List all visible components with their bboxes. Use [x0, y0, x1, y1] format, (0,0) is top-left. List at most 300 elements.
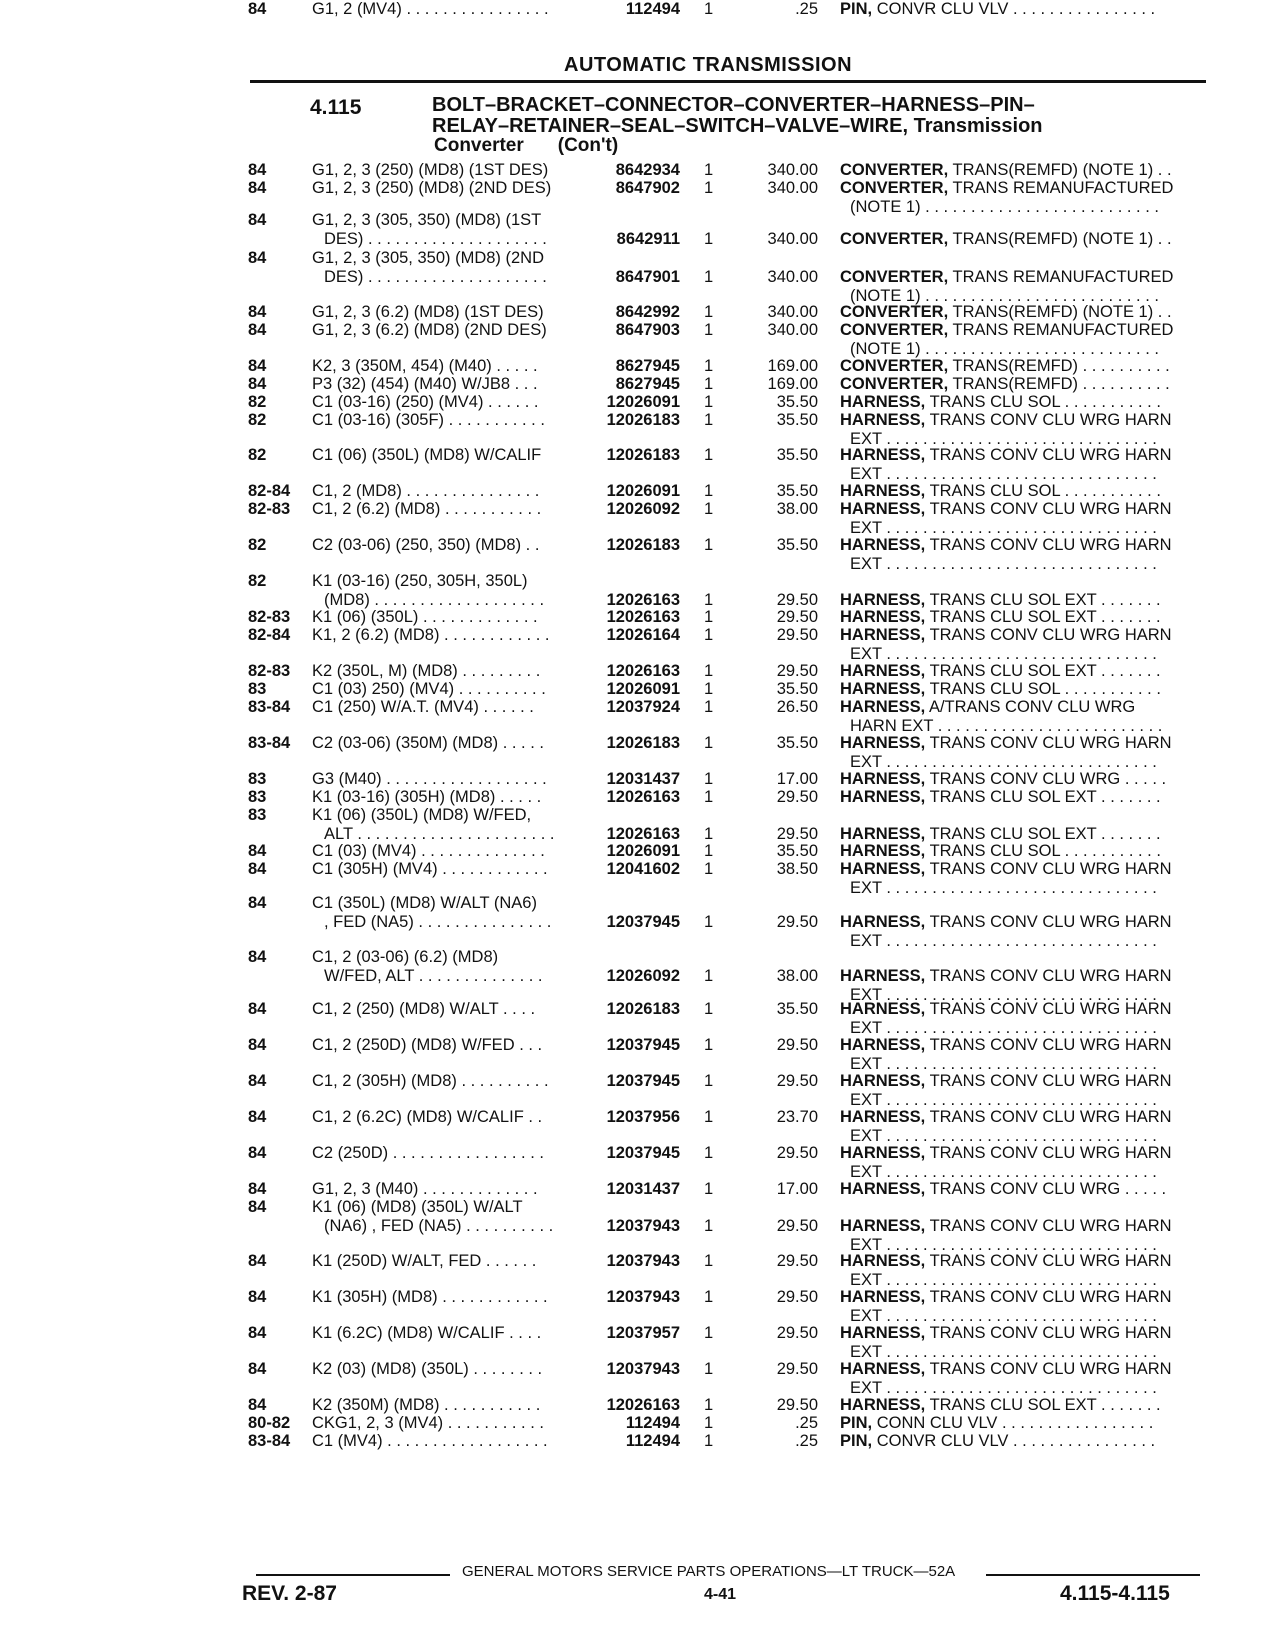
description-cont: EXT . . . . . . . . . . . . . . . . . . . . . . . . . . . . . .: [850, 519, 1157, 537]
price-cell: 340.00: [767, 161, 818, 179]
quantity-cell: 1: [704, 1360, 714, 1378]
description-cell: [840, 680, 1161, 699]
quantity-cell: 1: [704, 1108, 714, 1126]
section-title-line2-tail: Transmission: [913, 115, 1043, 137]
description-cell: [840, 357, 1170, 376]
description-cell: [840, 1324, 1172, 1343]
description-cell: [840, 1180, 1166, 1199]
description-text: TRANS CONV CLU WRG HARN: [929, 1000, 1172, 1018]
price-cell: 23.70: [776, 1108, 818, 1126]
description-text: TRANS CLU SOL EXT . . . . . . .: [929, 825, 1161, 843]
price-cell: .25: [795, 1432, 818, 1450]
price-cell: 35.50: [776, 446, 818, 464]
description-cell: [840, 913, 1172, 932]
description-cont: EXT . . . . . . . . . . . . . . . . . . . . . . . . . . . . . .: [850, 465, 1157, 483]
price-cell: 35.50: [776, 734, 818, 752]
application-cell: C2 (03-06) (350M) (MD8) . . . . .: [312, 734, 544, 752]
quantity-cell: 1: [704, 1072, 714, 1090]
description-cont: EXT . . . . . . . . . . . . . . . . . . . . . . . . . . . . . .: [850, 1307, 1157, 1325]
description-cont: EXT . . . . . . . . . . . . . . . . . . . . . . . . . . . . . .: [850, 879, 1157, 897]
part-number-cell: 12037957: [606, 1324, 680, 1342]
description-part-name: HARNESS,: [840, 680, 926, 698]
year-cell: 82-83: [248, 662, 291, 680]
description-text: TRANS CONV CLU WRG HARN: [929, 1360, 1172, 1378]
description-cell: [840, 1432, 1155, 1451]
description-cont: EXT . . . . . . . . . . . . . . . . . . . . . . . . . . . . . .: [850, 1091, 1157, 1109]
year-cell: 83: [248, 680, 267, 698]
quantity-cell: 1: [704, 591, 714, 609]
description-cont: EXT . . . . . . . . . . . . . . . . . . . . . . . . . . . . . .: [850, 932, 1157, 950]
price-cell: 35.50: [776, 680, 818, 698]
price-cell: 169.00: [767, 375, 818, 393]
description-part-name: HARNESS,: [840, 1288, 926, 1306]
price-cell: 29.50: [776, 626, 818, 644]
quantity-cell: 1: [704, 626, 714, 644]
application-cell: G1, 2, 3 (6.2) (MD8) (1ST DES): [312, 303, 544, 321]
description-part-name: HARNESS,: [840, 1252, 926, 1270]
price-cell: .25: [795, 0, 818, 18]
sub-heading: [434, 135, 618, 157]
quantity-cell: 1: [704, 161, 714, 179]
description-text: TRANS CONV CLU WRG HARN: [929, 1072, 1172, 1090]
description-part-name: PIN,: [840, 1414, 873, 1432]
year-cell: 84: [248, 357, 267, 375]
part-number-cell: 8627945: [615, 357, 680, 375]
part-number-cell: 8627945: [615, 375, 680, 393]
description-cell: [840, 0, 1155, 19]
part-number-cell: 12041602: [606, 860, 680, 878]
part-number-cell: 12026163: [606, 662, 680, 680]
description-text: TRANS CONV CLU WRG HARN: [929, 1252, 1172, 1270]
description-cell: [840, 411, 1172, 430]
description-text: TRANS CONV CLU WRG HARN: [929, 967, 1172, 985]
part-number-cell: 8642992: [615, 303, 680, 321]
description-text: TRANS CLU SOL . . . . . . . . . . .: [929, 482, 1161, 500]
description-cell: [840, 321, 1173, 340]
part-number-cell: 12026091: [606, 393, 680, 411]
description-cell: [840, 1000, 1172, 1019]
application-cell: C2 (250D) . . . . . . . . . . . . . . . . .: [312, 1144, 544, 1162]
application-cell: G1, 2, 3 (250) (MD8) (1ST DES): [312, 161, 549, 179]
price-cell: 17.00: [776, 1180, 818, 1198]
year-cell: 84: [248, 211, 267, 229]
year-cell: 84: [248, 161, 267, 179]
description-part-name: CONVERTER,: [840, 321, 949, 339]
description-text: TRANS(REMFD) (NOTE 1) . .: [952, 161, 1172, 179]
description-cont: (NOTE 1) . . . . . . . . . . . . . . . . . . . . . . . . . .: [850, 287, 1159, 305]
part-number-cell: 112494: [625, 1432, 680, 1450]
year-cell: 83: [248, 788, 267, 806]
description-text: TRANS CLU SOL EXT . . . . . . .: [929, 1396, 1161, 1414]
description-cell: [840, 1108, 1172, 1127]
description-text: TRANS CONV CLU WRG HARN: [929, 536, 1172, 554]
footer-rule-left: [256, 1574, 450, 1576]
description-text: TRANS CONV CLU WRG HARN: [929, 626, 1172, 644]
quantity-cell: 1: [704, 0, 714, 18]
part-number-cell: 12037943: [606, 1217, 680, 1235]
application-cell: C1, 2 (250D) (MD8) W/FED . . .: [312, 1036, 543, 1054]
description-cont: EXT . . . . . . . . . . . . . . . . . . . . . . . . . . . . . .: [850, 1271, 1157, 1289]
description-text: TRANS CLU SOL EXT . . . . . . .: [929, 591, 1161, 609]
part-number-cell: 12037943: [606, 1252, 680, 1270]
application-cell: C1, 2 (03-06) (6.2) (MD8): [312, 948, 499, 966]
quantity-cell: 1: [704, 303, 714, 321]
description-text: TRANS CONV CLU WRG HARN: [929, 1217, 1172, 1235]
part-number-cell: 8647903: [615, 321, 680, 339]
year-cell: 80-82: [248, 1414, 291, 1432]
price-cell: 29.50: [776, 1144, 818, 1162]
part-number-cell: 8642934: [615, 161, 680, 179]
quantity-cell: 1: [704, 375, 714, 393]
quantity-cell: 1: [704, 698, 714, 716]
description-part-name: HARNESS,: [840, 913, 926, 931]
year-cell: 82: [248, 446, 267, 464]
application-cell: P3 (32) (454) (M40) W/JB8 . . .: [312, 375, 538, 393]
section-title-line1: BOLT–BRACKET–CONNECTOR–CONVERTER–HARNESS–PIN–: [432, 94, 1035, 116]
application-cell: C1, 2 (6.2C) (MD8) W/CALIF . .: [312, 1108, 543, 1126]
year-cell: 82: [248, 536, 267, 554]
description-text: TRANS(REMFD) (NOTE 1) . .: [952, 303, 1172, 321]
description-cell: [840, 770, 1166, 789]
description-text: TRANS CONV CLU WRG HARN: [929, 1288, 1172, 1306]
year-cell: 84: [248, 303, 267, 321]
description-part-name: CONVERTER,: [840, 268, 949, 286]
quantity-cell: 1: [704, 1036, 714, 1054]
year-cell: 82-84: [248, 626, 291, 644]
year-cell: 84: [248, 1198, 267, 1216]
year-cell: 82: [248, 411, 267, 429]
price-cell: 340.00: [767, 303, 818, 321]
quantity-cell: 1: [704, 1000, 714, 1018]
description-cont: EXT . . . . . . . . . . . . . . . . . . . . . . . . . . . . . .: [850, 753, 1157, 771]
description-cell: [840, 967, 1172, 986]
quantity-cell: 1: [704, 842, 714, 860]
year-cell: 82: [248, 393, 267, 411]
application-cell: K1 (305H) (MD8) . . . . . . . . . . . .: [312, 1288, 548, 1306]
description-part-name: HARNESS,: [840, 1217, 926, 1235]
description-cell: [840, 1396, 1161, 1415]
application-cell: K2, 3 (350M, 454) (M40) . . . . .: [312, 357, 538, 375]
description-part-name: HARNESS,: [840, 482, 926, 500]
description-cont: EXT . . . . . . . . . . . . . . . . . . . . . . . . . . . . . .: [850, 1343, 1157, 1361]
description-part-name: HARNESS,: [840, 1324, 926, 1342]
description-text: TRANS CONV CLU WRG HARN: [929, 1144, 1172, 1162]
description-text: TRANS CONV CLU WRG HARN: [929, 1036, 1172, 1054]
year-cell: 82-83: [248, 500, 291, 518]
description-cell: [840, 860, 1172, 879]
description-text: TRANS CLU SOL EXT . . . . . . .: [929, 608, 1161, 626]
description-part-name: HARNESS,: [840, 1180, 926, 1198]
price-cell: 29.50: [776, 1324, 818, 1342]
application-cell-cont: ALT . . . . . . . . . . . . . . . . . . . . . .: [324, 825, 555, 843]
part-number-cell: 12037945: [606, 1072, 680, 1090]
description-text: A/TRANS CONV CLU WRG: [928, 698, 1136, 716]
quantity-cell: 1: [704, 536, 714, 554]
description-text: TRANS CONV CLU WRG . . . . .: [929, 770, 1167, 788]
header-rule: [250, 80, 1206, 83]
part-number-cell: 12037945: [606, 1144, 680, 1162]
year-cell: 84: [248, 1144, 267, 1162]
part-number-cell: 8647901: [615, 268, 680, 286]
application-cell: K1 (250D) W/ALT, FED . . . . . .: [312, 1252, 537, 1270]
description-part-name: HARNESS,: [840, 500, 926, 518]
price-cell: 29.50: [776, 1360, 818, 1378]
sub-heading-text: Converter: [434, 135, 524, 156]
part-number-cell: 12026091: [606, 680, 680, 698]
part-number-cell: 12037943: [606, 1360, 680, 1378]
description-text: TRANS CONV CLU WRG . . . . .: [929, 1180, 1167, 1198]
description-part-name: HARNESS,: [840, 446, 926, 464]
quantity-cell: 1: [704, 860, 714, 878]
price-cell: 38.50: [776, 860, 818, 878]
part-number-cell: 12026092: [606, 500, 680, 518]
price-cell: 29.50: [776, 1396, 818, 1414]
price-cell: 35.50: [776, 482, 818, 500]
description-part-name: CONVERTER,: [840, 357, 949, 375]
quantity-cell: 1: [704, 1144, 714, 1162]
description-cell: [840, 1036, 1172, 1055]
description-cell: [840, 626, 1172, 645]
quantity-cell: 1: [704, 825, 714, 843]
quantity-cell: 1: [704, 179, 714, 197]
quantity-cell: 1: [704, 788, 714, 806]
application-cell: G1, 2, 3 (250) (MD8) (2ND DES): [312, 179, 552, 197]
application-cell: C1 (03-16) (250) (MV4) . . . . . .: [312, 393, 539, 411]
description-part-name: HARNESS,: [840, 967, 926, 985]
description-cell: [840, 1072, 1172, 1091]
price-cell: 29.50: [776, 1252, 818, 1270]
price-cell: 35.50: [776, 411, 818, 429]
description-cell: [840, 446, 1172, 465]
description-text: TRANS CONV CLU WRG HARN: [929, 500, 1172, 518]
application-cell: K2 (350M) (MD8) . . . . . . . . . . .: [312, 1396, 541, 1414]
description-text: TRANS REMANUFACTURED: [952, 321, 1174, 339]
part-number-cell: 112494: [625, 1414, 680, 1432]
application-cell: C2 (03-06) (250, 350) (MD8) . .: [312, 536, 540, 554]
description-cont: EXT . . . . . . . . . . . . . . . . . . . . . . . . . . . . . .: [850, 1127, 1157, 1145]
description-cell: [840, 482, 1161, 501]
application-cell: K1 (6.2C) (MD8) W/CALIF . . . .: [312, 1324, 542, 1342]
footer-center-text: GENERAL MOTORS SERVICE PARTS OPERATIONS—LT TRUCK—52A: [462, 1563, 956, 1580]
description-cont: (NOTE 1) . . . . . . . . . . . . . . . . . . . . . . . . . .: [850, 198, 1159, 216]
quantity-cell: 1: [704, 1414, 714, 1432]
application-cell: C1 (03) 250) (MV4) . . . . . . . . . .: [312, 680, 546, 698]
quantity-cell: 1: [704, 500, 714, 518]
part-number-cell: 12026183: [606, 536, 680, 554]
part-number-cell: 12026163: [606, 788, 680, 806]
description-text: CONN CLU VLV . . . . . . . . . . . . . . . . .: [876, 1414, 1154, 1432]
description-part-name: HARNESS,: [840, 662, 926, 680]
description-part-name: HARNESS,: [840, 698, 926, 716]
description-cont: EXT . . . . . . . . . . . . . . . . . . . . . . . . . . . . . .: [850, 1019, 1157, 1037]
price-cell: 38.00: [776, 500, 818, 518]
part-number-cell: 12026091: [606, 842, 680, 860]
application-cell: K1 (06) (MD8) (350L) W/ALT: [312, 1198, 523, 1216]
part-number-cell: 12026163: [606, 591, 680, 609]
quantity-cell: 1: [704, 913, 714, 931]
description-part-name: PIN,: [840, 0, 873, 18]
description-text: TRANS(REMFD) . . . . . . . . . .: [952, 375, 1170, 393]
description-text: TRANS CLU SOL . . . . . . . . . . .: [929, 393, 1161, 411]
quantity-cell: 1: [704, 411, 714, 429]
price-cell: 29.50: [776, 1072, 818, 1090]
description-text: TRANS(REMFD) . . . . . . . . . .: [952, 357, 1170, 375]
description-part-name: CONVERTER,: [840, 303, 949, 321]
description-text: TRANS CONV CLU WRG HARN: [929, 860, 1172, 878]
application-cell: C1, 2 (6.2) (MD8) . . . . . . . . . . .: [312, 500, 542, 518]
application-cell: G1, 2, 3 (305, 350) (MD8) (1ST: [312, 211, 542, 229]
description-cell: [840, 1288, 1172, 1307]
application-cell-cont: (NA6) , FED (NA5) . . . . . . . . . .: [324, 1217, 554, 1235]
application-cell: G1, 2, 3 (6.2) (MD8) (2ND DES): [312, 321, 547, 339]
part-number-cell: 12037945: [606, 1036, 680, 1054]
description-part-name: HARNESS,: [840, 1108, 926, 1126]
year-cell: 84: [248, 948, 267, 966]
quantity-cell: 1: [704, 967, 714, 985]
year-cell: 84: [248, 1108, 267, 1126]
part-number-cell: 12026183: [606, 411, 680, 429]
part-number-cell: 12037945: [606, 913, 680, 931]
description-part-name: CONVERTER,: [840, 161, 949, 179]
year-cell: 84: [248, 1000, 267, 1018]
year-cell: 83: [248, 770, 267, 788]
description-part-name: HARNESS,: [840, 770, 926, 788]
description-text: CONVR CLU VLV . . . . . . . . . . . . . . . .: [876, 0, 1156, 18]
part-number-cell: 12026183: [606, 734, 680, 752]
part-number-cell: 12031437: [606, 1180, 680, 1198]
price-cell: 35.50: [776, 842, 818, 860]
application-cell-cont: DES) . . . . . . . . . . . . . . . . . . . .: [324, 230, 547, 248]
description-part-name: CONVERTER,: [840, 230, 949, 248]
price-cell: 340.00: [767, 268, 818, 286]
quantity-cell: 1: [704, 393, 714, 411]
price-cell: 29.50: [776, 608, 818, 626]
price-cell: 29.50: [776, 1217, 818, 1235]
description-part-name: HARNESS,: [840, 393, 926, 411]
description-cell: [840, 268, 1173, 287]
description-cell: [840, 788, 1161, 807]
application-cell: C1 (305H) (MV4) . . . . . . . . . . . .: [312, 860, 548, 878]
description-part-name: HARNESS,: [840, 1036, 926, 1054]
description-text: TRANS CONV CLU WRG HARN: [929, 1324, 1172, 1342]
quantity-cell: 1: [704, 770, 714, 788]
footer-section-range: 4.115-4.115: [1060, 1582, 1170, 1605]
application-cell: C1 (06) (350L) (MD8) W/CALIF: [312, 446, 542, 464]
description-cont: EXT . . . . . . . . . . . . . . . . . . . . . . . . . . . . . .: [850, 555, 1157, 573]
part-number-cell: 12037924: [606, 698, 680, 716]
quantity-cell: 1: [704, 230, 714, 248]
application-cell: C1 (MV4) . . . . . . . . . . . . . . . . . .: [312, 1432, 548, 1450]
description-text: TRANS CLU SOL EXT . . . . . . .: [929, 662, 1161, 680]
description-text: TRANS CLU SOL . . . . . . . . . . .: [929, 680, 1161, 698]
description-text: TRANS CLU SOL EXT . . . . . . .: [929, 788, 1161, 806]
price-cell: 29.50: [776, 1036, 818, 1054]
description-part-name: HARNESS,: [840, 1360, 926, 1378]
quantity-cell: 1: [704, 321, 714, 339]
description-cell: [840, 500, 1172, 519]
description-text: TRANS REMANUFACTURED: [952, 268, 1174, 286]
quantity-cell: 1: [704, 680, 714, 698]
application-cell: G1, 2 (MV4) . . . . . . . . . . . . . . . .: [312, 0, 549, 18]
part-number-cell: 12026092: [606, 967, 680, 985]
part-number-cell: 12026164: [606, 626, 680, 644]
quantity-cell: 1: [704, 662, 714, 680]
description-text: TRANS CLU SOL . . . . . . . . . . .: [929, 842, 1161, 860]
description-cell: [840, 734, 1172, 753]
description-part-name: HARNESS,: [840, 1072, 926, 1090]
year-cell: 84: [248, 1072, 267, 1090]
application-cell-cont: DES) . . . . . . . . . . . . . . . . . . . .: [324, 268, 547, 286]
quantity-cell: 1: [704, 1396, 714, 1414]
description-cont: EXT . . . . . . . . . . . . . . . . . . . . . . . . . . . . . .: [850, 645, 1157, 663]
description-part-name: PIN,: [840, 1432, 873, 1450]
year-cell: 84: [248, 1180, 267, 1198]
description-part-name: HARNESS,: [840, 825, 926, 843]
description-cell: [840, 393, 1161, 412]
footer-rev: REV. 2-87: [242, 1582, 337, 1605]
description-part-name: CONVERTER,: [840, 179, 949, 197]
section-title-line2-text: RELAY–RETAINER–SEAL–SWITCH–VALVE–WIRE,: [432, 115, 909, 137]
part-number-cell: 12026183: [606, 1000, 680, 1018]
description-cell: [840, 662, 1161, 681]
price-cell: 17.00: [776, 770, 818, 788]
description-part-name: HARNESS,: [840, 536, 926, 554]
description-text: TRANS CONV CLU WRG HARN: [929, 411, 1172, 429]
price-cell: 38.00: [776, 967, 818, 985]
price-cell: 35.50: [776, 536, 818, 554]
price-cell: 29.50: [776, 913, 818, 931]
part-number-cell: 12026091: [606, 482, 680, 500]
part-number-cell: 8647902: [615, 179, 680, 197]
price-cell: 340.00: [767, 179, 818, 197]
description-cont: EXT . . . . . . . . . . . . . . . . . . . . . . . . . . . . . .: [850, 1379, 1157, 1397]
year-cell: 83-84: [248, 734, 291, 752]
year-cell: 82: [248, 572, 267, 590]
year-cell: 84: [248, 321, 267, 339]
price-cell: 340.00: [767, 321, 818, 339]
description-part-name: HARNESS,: [840, 734, 926, 752]
description-text: TRANS CONV CLU WRG HARN: [929, 1108, 1172, 1126]
year-cell: 84: [248, 1288, 267, 1306]
price-cell: 35.50: [776, 1000, 818, 1018]
year-cell: 84: [248, 1252, 267, 1270]
year-cell: 84: [248, 179, 267, 197]
price-cell: 340.00: [767, 230, 818, 248]
description-part-name: HARNESS,: [840, 1000, 926, 1018]
description-cell: [840, 536, 1172, 555]
description-cont: EXT . . . . . . . . . . . . . . . . . . . . . . . . . . . . . .: [850, 1055, 1157, 1073]
application-cell: CKG1, 2, 3 (MV4) . . . . . . . . . . .: [312, 1414, 544, 1432]
quantity-cell: 1: [704, 1252, 714, 1270]
footer-rule-right: [986, 1574, 1200, 1576]
application-cell: C1 (03-16) (305F) . . . . . . . . . . .: [312, 411, 545, 429]
section-number: 4.115: [310, 96, 362, 119]
application-cell: C1, 2 (250) (MD8) W/ALT . . . .: [312, 1000, 536, 1018]
description-part-name: HARNESS,: [840, 591, 926, 609]
description-cell: [840, 1144, 1172, 1163]
description-cell: [840, 1252, 1172, 1271]
application-cell: C1 (250) W/A.T. (MV4) . . . . . .: [312, 698, 534, 716]
quantity-cell: 1: [704, 608, 714, 626]
quantity-cell: 1: [704, 1324, 714, 1342]
price-cell: 29.50: [776, 825, 818, 843]
price-cell: 29.50: [776, 1288, 818, 1306]
year-cell: 84: [248, 1360, 267, 1378]
quantity-cell: 1: [704, 1217, 714, 1235]
part-number-cell: 112494: [625, 0, 680, 18]
application-cell: K1 (03-16) (305H) (MD8) . . . . .: [312, 788, 542, 806]
application-cell: K1 (06) (350L) . . . . . . . . . . . . .: [312, 608, 538, 626]
